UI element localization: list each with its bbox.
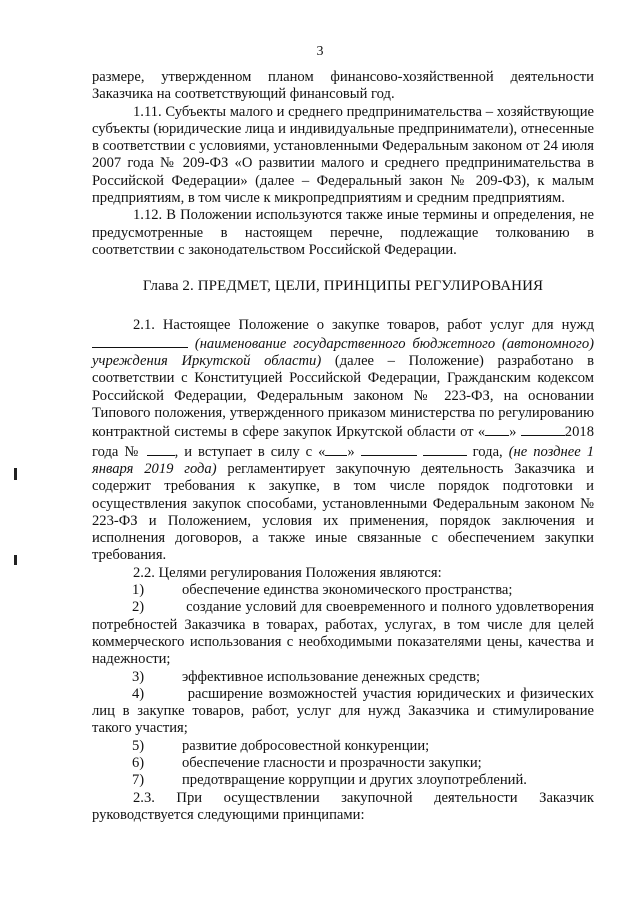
list-item-text: предотвращение коррупции и других злоупотреблений.: [182, 772, 527, 789]
blank-field: [325, 442, 347, 456]
paragraph-2-3: 2.3. При осуществлении закупочной деятельности Заказчик руководствуется следующими принципами:: [92, 789, 594, 823]
p21-quote: »: [509, 424, 517, 441]
list-item: [92, 772, 594, 789]
blank-field: [147, 442, 175, 456]
list-item-text: обеспечение единства экономического пространства;: [182, 582, 513, 599]
paragraph-2-2: 2.2. Целями регулирования Положения являются:: [133, 564, 442, 581]
list-item-text: развитие добросовестной конкуренции;: [182, 737, 430, 754]
blank-field: [423, 442, 467, 456]
p21-institution-hint: (наименование государственного бюджетного (автономного) учреждения Иркутской области): [92, 335, 594, 370]
chapter-heading: Глава 2. ПРЕДМЕТ, ЦЕЛИ, ПРИНЦИПЫ РЕГУЛИРОВАНИЯ: [142, 278, 544, 295]
document-body: [92, 69, 594, 824]
p21-deadline: (не позднее 1 января 2019 года): [92, 443, 594, 477]
list-item: [92, 599, 594, 668]
p21-main: (далее – Положение) разработано в соответствии с Конституцией Российской Федерации, Гражданским кодексом Российской Федерации, Федеральным законом № 223-ФЗ, на основании Типового положения, утвержденного приказом министерства по регулированию контрактной системы в сфере закупок Иркутской области от «: [92, 353, 595, 441]
p21-year: 2018 года №: [92, 424, 594, 460]
list-item-number: 1): [132, 582, 145, 599]
goals-list: [92, 582, 594, 790]
list-item: [92, 582, 594, 599]
p21-quote-close: »: [347, 443, 355, 460]
scan-edge-mark: [14, 468, 17, 480]
blank-field: [521, 422, 565, 436]
list-item-number: 4): [132, 685, 145, 702]
p21-intro: 2.1. Настоящее Положение о закупке товаров, работ услуг для нужд: [133, 316, 594, 333]
p21-effect: , и вступает в силу с «: [174, 443, 326, 460]
list-item-text: расширение возможностей участия юридических и физических лиц в закупке товаров, работ, услуг для нужд Заказчика и стимулирование такого участия;: [92, 685, 594, 737]
scan-edge-mark: [14, 555, 17, 565]
blank-field: [92, 334, 188, 348]
page-number: 3: [316, 44, 324, 59]
list-item: [92, 686, 594, 738]
list-item-text: обеспечение гласности и прозрачности закупки;: [182, 754, 482, 771]
list-item: [92, 669, 594, 686]
paragraph-1-12: 1.12. В Положении используются также иные термины и определения, не предусмотренные в настоящем перечне, подлежащие толкованию в соответствии с законодательством Российской Федерации.: [92, 207, 594, 258]
p21-year-word: года,: [472, 443, 503, 460]
paragraph-1-11: 1.11. Субъекты малого и среднего предпринимательства – хозяйствующие субъекты (юридические лица и индивидуальные предприниматели), отнесенные в соответствии с условиями, установленными Федеральным законом от 24 июля 2007 года № 209-ФЗ «О развитии малого и среднего предпринимательства в Российской Федерации» (далее – Федеральный закон № 209-ФЗ), к малым предприятиям, в том числе к микропредприятиям и средним предприятиям.: [92, 103, 594, 207]
paragraph-continued: размере, утвержденном планом финансово-хозяйственной деятельности Заказчика на соответствующий финансовый год.: [92, 69, 594, 103]
list-item: [92, 755, 594, 772]
paragraph-2-1: [92, 317, 594, 565]
p21-rest: регламентирует закупочную деятельность Заказчика и содержит требования к закупке, в том числе порядок подготовки и осуществления закупок способами, установленными Федеральным законом № 223-ФЗ и Положением, условия их применения, порядок заключения и исполнения договоров, а также иные связанные с обеспечением закупки требования.: [92, 460, 594, 564]
blank-field: [485, 422, 509, 436]
blank-field: [361, 442, 417, 456]
list-item-number: 2): [132, 599, 145, 616]
list-item-number: 5): [132, 737, 145, 754]
list-item-text: эффективное использование денежных средств;: [182, 668, 481, 685]
list-item-number: 7): [132, 772, 145, 789]
list-item-text: создание условий для своевременного и полного удовлетворения потребностей Заказчика в товарах, работах, услугах, в том числе для целей коммерческого использования с необходимыми показателями цены, качества и надежности;: [92, 599, 594, 668]
list-item-number: 3): [132, 668, 145, 685]
list-item-number: 6): [132, 754, 145, 771]
list-item: [92, 738, 594, 755]
